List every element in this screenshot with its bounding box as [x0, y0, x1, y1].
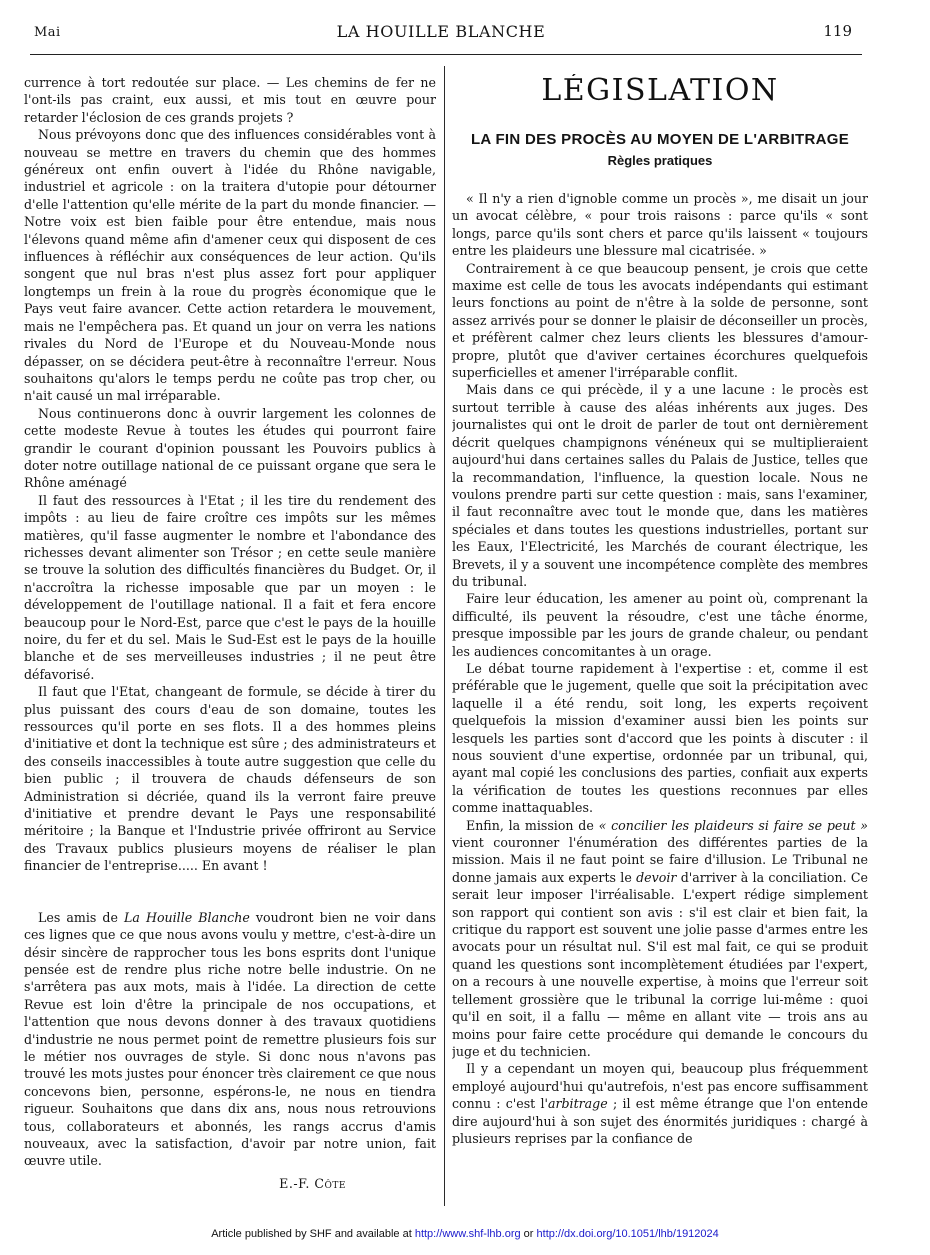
left-paragraph-3: Nous continuerons donc à ouvrir largement les colonnes de cette modeste Revue à toutes les études qui pourront faire grandir le courant d'opinion poussant les Pouvoirs publics à doter notre outillage national de ce puissant organe que sera le Rhône aménagé: [24, 405, 436, 491]
p7-text-a: Il y a cependant un moyen qui, beaucoup plus fréquemment employé aujourd'hui qu'autrefois, n'est pas encore suffisamment connu : c'est l': [452, 1061, 868, 1112]
header-rule: [30, 54, 862, 55]
journal-name-italic: La Houille Blanche: [124, 909, 250, 925]
footer-link-shf[interactable]: http://www.shf-lhb.org: [414, 1228, 521, 1240]
page-number: 119: [823, 22, 852, 40]
closing-note: [24, 909, 436, 1170]
closing-text-end: voudront bien ne voir dans ces lignes que ce que nous avons voulu y mettre, c'est-à-dire un désir sincère de rapprocher tous les bons esprits dont l'unique pensée est de rendre plus riche notre belle industrie. On ne s'arrêtera pas aux mots, mais à l'idée. La direction de cette Revue est loin d'être la principale de nos occupations, et l'attention que nous devons donner à des travaux quotidiens d'industrie ne nous permet point de remettre plusieurs fois sur le métier nos ouvrages de style. Si donc nous n'avons pas trouvé les mots justes pour énoncer très clairement ce que nous concevons bien, personne, espérons-le, ne nous en tiendra rigueur. Souhaitons que dans dix ans, nous nous retrouvions tous, collaborateurs et abonnés, les rangs accrus d'amis nouveaux, avec la satisfaction, d'avoir par notre union, fait œuvre utile.: [24, 909, 436, 1169]
p6-italic-quote: « concilier les plaideurs si faire se peut »: [598, 817, 868, 833]
article-title: LA FIN DES PROCÈS AU MOYEN DE L'ARBITRAGE: [470, 131, 850, 148]
section-title: LÉGISLATION: [541, 74, 779, 108]
column-divider: [444, 66, 445, 1206]
left-paragraph-1: currence à tort redoutée sur place. — Les chemins de fer ne l'ont-ils pas craint, eux aussi, et mis tout en œuvre pour retarder l'éclosion de ces grands projets ?: [24, 75, 436, 125]
p6-text-a: Enfin, la mission de: [466, 817, 599, 833]
running-header: [30, 22, 852, 42]
left-paragraph-4: Il faut des ressources à l'Etat ; il les tire du rendement des impôts : au lieu de faire croître ces impôts sur les mêmes matières, qu'il fasse augmenter le nombre et l'abondance des richesses devant alimenter son Trésor ; en cette seule manière se trouve la solution des difficultés financières du Budget. Or, il n'accroîtra la richesse imposable que par un moyen : le développement de l'outillage national. Il a fait et fera encore beaucoup pour le Nord-Est, parce que c'est le pays de la houille noire, du fer et du sel. Mais le Sud-Est est le pays de la houille blanche et de ses merveilleuses industries ; il ne peut être défavorisé.: [24, 492, 436, 682]
author-signature: E.-F. Côte: [279, 1175, 346, 1191]
article-subtitle: Règles pratiques: [607, 153, 713, 168]
left-paragraph-5: Il faut que l'Etat, changeant de formule, se décide à tirer du plus puissant des cours d'eau de son domaine, toutes les ressources qu'il porte en ses flots. Il a des hommes pleins d'initiative et dont la technique est sûre ; des administrateurs et des conseils inaccessibles à toute autre suggestion que celle du bien public ; il trouvera de chauds défenseurs de son Administration si décriée, quand ils la verront faire preuve d'initiative et prendre devant le Pays une responsabilité méritoire ; la Banque et l'Industrie privée offriront au Service des Travaux publics plusieurs moyens de réaliser le plan financier de l'entreprise..... En avant !: [24, 684, 436, 874]
p7-text-b: ; il est même étrange que l'on entende dire aujourd'hui à son sujet des énormités juridiques : chargé à plusieurs reprises par la confiance de: [452, 1096, 868, 1146]
right-paragraph-1: « Il n'y a rien d'ignoble comme un procès », me disait un jour un avocat célèbre, « pour trois raisons : parce qu'ils « sont longs, parce qu'ils sont chers et parce qu'ils laissent « toujours entre les plaideurs une blessure mal cicatrisée. »: [452, 191, 868, 259]
right-paragraph-6: [452, 817, 868, 1061]
p7-italic-arbitrage: arbitrage: [547, 1096, 608, 1112]
footer-prefix: Article published by SHF and available at: [211, 1228, 415, 1240]
right-paragraph-2: Contrairement à ce que beaucoup pensent, je crois que cette maxime est celle de tous les avocats indépendants qui estimant leurs fonctions au point de n'être à la solde de personne, sont assez arrivés pour se donner le plaisir de déconseiller un procès, et préfèrent calmer chez leurs clients les blessures d'amour-propre, plutôt que d'aviver certaines écorchures quelquefois superficielles et amener l'irréparable conflit.: [452, 260, 868, 381]
p6-text-c: d'arriver à la conciliation. Ce serait leur imposer l'irréalisable. L'expert rédige simplement son rapport qui contient son avis : s'il est clair et bien fait, la critique du rapport est souvent une jolie passe d'armes entre les avocats pour un résultat nul. S'il est mal fait, ce qui se produit quand les questions sont incomplètement étudiées par l'expert, on a recours à une nouvelle expertise, à moins que l'erreur soit tellement grossière que le tribunal la corrige lui-même : quoi qu'il en soit, il a fallu — même en allant vite — trois ans au moins pour faire cette procédure qui demande le concours du juge et du technicien.: [452, 869, 868, 1059]
left-paragraph-2: Nous prévoyons donc que des influences considérables vont à nouveau se mettre en travers du chemin que des hommes généreux ont enfin ouvert à l'idée du Rhône navigable, industriel et agricole : on la traitera d'utopie pour détourner d'elle l'attention qu'elle mérite de la part du monde financier. — Notre voix est bien faible pour être entendue, mais nous l'élevons quand même afin d'amener ceux qui disposent de ces influences à réfléchir aux conséquences de leur action. Qu'ils songent que nul bras n'est plus assez fort pour appliquer longtemps un frein à la roue du progrès économique que le Pays veut faire avancer. Cette action retardera le mouvement, mais ne l'empêchera pas. Et quand un jour on verra les nations rivales du Nord de l'Europe et du Nouveau-Monde nous dépasser, on se décidera peut-être à reconnaître l'erreur. Nous souhaitons qu'alors le temps perdu ne coûte pas trop cher, ou n'ait causé un mal irréparable.: [24, 127, 436, 404]
right-paragraph-7: [452, 1060, 868, 1147]
publication-footer: [0, 1228, 930, 1240]
right-column: [452, 74, 868, 1202]
header-month: Mai: [34, 25, 61, 40]
footer-link-doi[interactable]: http://dx.doi.org/10.1051/lhb/1912024: [536, 1228, 719, 1240]
right-paragraph-5: Le débat tourne rapidement à l'expertise : et, comme il est préférable que le jugement, quelle que soit la précipitation avec laquelle il a été rendu, soit long, les experts reçoivent quelquefois la mission d'examiner aussi bien les points sur lesquels les parties sont d'accord que les points à discuter : il nous souvient d'une expertise, ordonnée par un tribunal, qui, ayant mal copié les conclusions des parties, confiait aux experts la vérification de toutes les questions reconnues par elles comme inattaquables.: [452, 660, 868, 816]
p6-italic-devoir: devoir: [636, 869, 677, 885]
p6-text-b: vient couronner l'énumération des différentes parties de la mission. Mais il ne faut point se faire d'illusion. Le Tribunal ne donne jamais aux experts le: [452, 835, 868, 885]
closing-text-start: Les amis de: [38, 909, 125, 925]
right-paragraph-4: Faire leur éducation, les amener au point où, comprenant la difficulté, ils peuvent la résoudre, c'est une tâche énorme, presque impossible par les jours de grande chaleur, ou pendant les audiences concomitantes à un orage.: [452, 591, 868, 659]
footer-middle: or: [520, 1228, 537, 1240]
left-column: [24, 74, 436, 1202]
right-paragraph-3: Mais dans ce qui précède, il y a une lacune : le procès est surtout terrible à cause des aléas inhérents aux juges. Des journalistes qui ont le droit de parler de tout ont dernièrement décrit quelques champignons vénéneux qui se multiplieraient aujourd'hui dans certaines salles du Palais de Justice, telles que la recommandation, l'influence, la question locale. Nous ne voulons prendre parti sur cette question : mais, sans l'examiner, il faut reconnaître avec tout le monde que, dans les matières spéciales et dans toutes les questions industrielles, portant sur les Eaux, l'Electricité, les Marchés de courant électrique, les Brevets, il y a souvent une incompétence complète des membres du tribunal.: [452, 382, 868, 589]
journal-title: LA HOUILLE BLANCHE: [336, 22, 546, 41]
